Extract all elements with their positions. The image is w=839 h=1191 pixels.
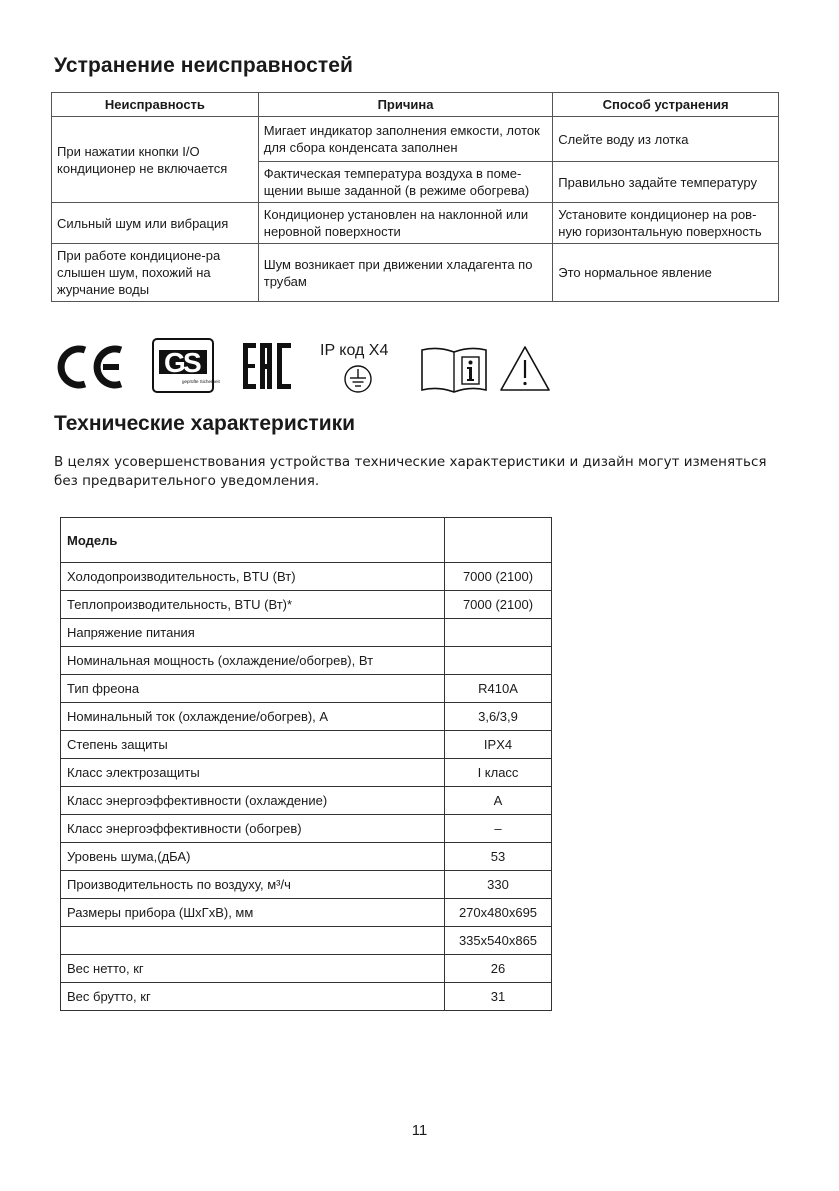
spec-label: Класс энергоэффективности (обогрев) — [61, 815, 445, 843]
table-row — [61, 675, 552, 703]
table-row — [61, 815, 552, 843]
spec-value: 26 — [445, 955, 552, 983]
header-remedy: Способ устранения — [553, 93, 779, 117]
spec-value: 31 — [445, 983, 552, 1011]
spec-label: Класс электрозащиты — [61, 759, 445, 787]
table-row — [52, 117, 779, 162]
cause-cell: Фактическая температура воздуха в поме-щении выше заданной (в режиме обогрева) — [258, 162, 553, 203]
table-row — [52, 203, 779, 244]
table-row — [52, 244, 779, 302]
spec-value — [445, 619, 552, 647]
spec-value: – — [445, 815, 552, 843]
spec-value: A — [445, 787, 552, 815]
fault-cell: При работе кондиционе-ра слышен шум, похожий на журчание воды — [52, 244, 259, 302]
table-row — [61, 927, 552, 955]
specs-title: Технические характеристики — [54, 412, 356, 435]
svg-text:S: S — [183, 347, 202, 378]
spec-label: Класс энергоэффективности (охлаждение) — [61, 787, 445, 815]
remedy-cell: Установите кондиционер на ров-ную горизонтальную поверхность — [553, 203, 779, 244]
table-header-row — [52, 93, 779, 117]
spec-value: 7000 (2100) — [445, 563, 552, 591]
specs-table — [60, 517, 552, 1011]
table-row — [61, 759, 552, 787]
remedy-cell: Правильно задайте температуру — [553, 162, 779, 203]
table-row — [61, 703, 552, 731]
spec-label: Размеры прибора (ШхГхВ), мм — [61, 899, 445, 927]
spec-label: Тип фреона — [61, 675, 445, 703]
table-row — [61, 647, 552, 675]
spec-label: Модель — [61, 518, 445, 563]
cause-cell: Кондиционер установлен на наклонной или неровной поверхности — [258, 203, 553, 244]
table-row — [61, 983, 552, 1011]
gs-mark-icon — [152, 338, 220, 393]
eac-mark-icon — [242, 341, 294, 391]
spec-label: Номинальная мощность (охлаждение/обогрев), Вт — [61, 647, 445, 675]
spec-value — [445, 647, 552, 675]
spec-label: Теплопроизводительность, BTU (Вт)* — [61, 591, 445, 619]
table-row — [61, 955, 552, 983]
table-row — [61, 787, 552, 815]
fault-cell: При нажатии кнопки I/O кондиционер не включается — [52, 117, 259, 203]
remedy-cell: Это нормальное явление — [553, 244, 779, 302]
ce-mark-icon — [55, 342, 125, 392]
page-number: 11 — [411, 1122, 428, 1139]
table-row — [61, 899, 552, 927]
header-cause: Причина — [258, 93, 553, 117]
cause-cell: Шум возникает при движении хладагента по трубам — [258, 244, 553, 302]
table-row — [61, 619, 552, 647]
manual-info-icon — [418, 344, 490, 394]
spec-label: Номинальный ток (охлаждение/обогрев), А — [61, 703, 445, 731]
spec-value: 3,6/3,9 — [445, 703, 552, 731]
table-row — [61, 518, 552, 563]
table-row — [61, 591, 552, 619]
spec-label — [61, 927, 445, 955]
spec-value: 53 — [445, 843, 552, 871]
cause-cell: Мигает индикатор заполнения емкости, лоток для сбора конденсата заполнен — [258, 117, 553, 162]
spec-label: Холодопроизводительность, BTU (Вт) — [61, 563, 445, 591]
warning-triangle-icon — [498, 344, 552, 394]
spec-value: 7000 (2100) — [445, 591, 552, 619]
spec-label: Уровень шума,(дБА) — [61, 843, 445, 871]
spec-value: R410A — [445, 675, 552, 703]
ip-rating-label: IP код X4 — [320, 342, 389, 359]
spec-value: 270x480x695 — [445, 899, 552, 927]
spec-label: Вес нетто, кг — [61, 955, 445, 983]
header-fault: Неисправность — [52, 93, 259, 117]
spec-label: Степень защиты — [61, 731, 445, 759]
ground-symbol-icon — [343, 364, 373, 394]
spec-value: IPX4 — [445, 731, 552, 759]
troubleshooting-table — [51, 92, 779, 302]
spec-value: 335x540x865 — [445, 927, 552, 955]
specs-intro: В целях усовершенствования устройства технические характеристики и дизайн могут изменяться без предварительного уведомления. — [54, 454, 767, 489]
table-row — [61, 871, 552, 899]
svg-text:G: G — [164, 347, 186, 378]
gs-small-text: geprüfte Sicherheit — [182, 379, 220, 384]
spec-label: Вес брутто, кг — [61, 983, 445, 1011]
remedy-cell: Слейте воду из лотка — [553, 117, 779, 162]
troubleshooting-title: Устранение неисправностей — [54, 54, 354, 77]
table-row — [61, 843, 552, 871]
spec-value — [445, 518, 552, 563]
spec-label: Производительность по воздуху, м³/ч — [61, 871, 445, 899]
spec-value: 330 — [445, 871, 552, 899]
spec-label: Напряжение питания — [61, 619, 445, 647]
table-row — [61, 563, 552, 591]
fault-cell: Сильный шум или вибрация — [52, 203, 259, 244]
table-row — [61, 731, 552, 759]
spec-value: I класс — [445, 759, 552, 787]
